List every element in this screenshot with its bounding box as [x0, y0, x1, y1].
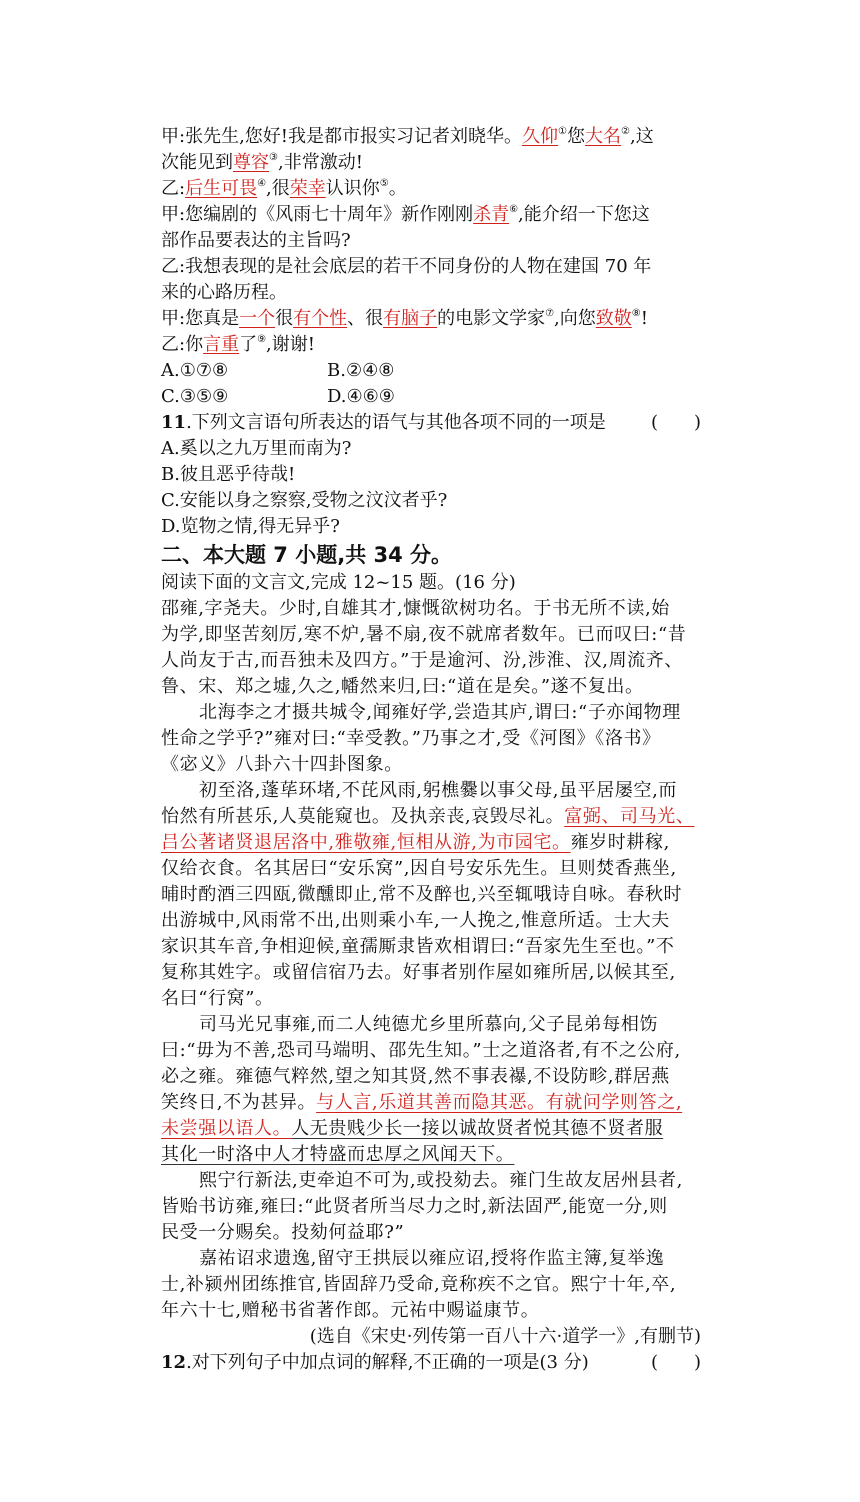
text: ,向您 [554, 308, 596, 329]
question-12-stem [161, 1350, 701, 1376]
footnote-marker: ① [558, 126, 567, 137]
reading-instruction: 阅读下面的文言文,完成 12~15 题。(16 分) [161, 572, 516, 593]
underlined-term: 大名 [585, 126, 621, 147]
passage-line: 皆贻书访雍,雍曰:“此贤者所当尽力之时,新法固严,能宽一分,则 [161, 1196, 668, 1217]
text: 乙:你 [161, 334, 204, 355]
option-c[interactable]: C.安能以身之察察,受物之汶汶者乎? [161, 490, 448, 511]
footnote-marker: ⑦ [545, 308, 555, 319]
highlighted-sentence: 与人言,乐道其善而隐其恶。有就问学则答之, [316, 1092, 683, 1113]
question-text: .下列文言语句所表达的语气与其他各项不同的一项是 [186, 412, 606, 433]
options-row [161, 358, 701, 384]
dialogue-line [161, 202, 701, 228]
passage-line [161, 1090, 701, 1116]
passage-line: 《宓义》八卦六十四卦图象。 [161, 754, 403, 775]
dialogue-line [161, 332, 701, 358]
passage-line: 年六十七,赠秘书省著作郎。元祐中赐谥康节。 [161, 1300, 540, 1321]
passage-line: 名曰“行窝”。 [161, 988, 274, 1009]
highlighted-sentence: 富弼、司马光、 [564, 806, 695, 827]
question-number: 11 [161, 412, 187, 433]
dialogue-line [161, 176, 701, 202]
text: 、很 [347, 308, 384, 329]
passage-line: 熙宁行新法,吏牵迫不可为,或投劾去。雍门生故友居州县者, [199, 1170, 683, 1191]
dialogue-line [161, 306, 701, 332]
option-a[interactable]: A.①⑦⑧ [161, 360, 229, 381]
passage-line: 仅给衣食。名其居曰“安乐窝”,因自号安乐先生。旦则焚香燕坐, [161, 858, 677, 879]
passage-line: 出游城中,风雨常不出,出则乘小车,一人挽之,惟意所适。士大夫 [161, 910, 670, 931]
question-text: .对下列句子中加点词的解释,不正确的一项是(3 分) [186, 1352, 589, 1373]
dialogue-line: 部作品要表达的主旨吗? [161, 230, 351, 251]
footnote-marker: ③ [269, 152, 278, 163]
passage-line: 必之雍。雍德气粹然,望之知其贤,然不事表襮,不设防畛,群居燕 [161, 1066, 670, 1087]
passage-line: 复称其姓字。或留信宿乃去。好事者别作屋如雍所居,以候其至, [161, 962, 676, 983]
options-row [161, 384, 701, 410]
text: 雍岁时耕稼, [570, 832, 670, 853]
punctuation-exercise-text: 人无贵贱少长一接以诚故贤者悦其德不贤者服 [291, 1118, 664, 1139]
underlined-term: 久仰 [522, 126, 559, 147]
passage-line: 士,补颍州团练推官,皆固辞乃受命,竟称疾不之官。熙宁十年,卒, [161, 1274, 677, 1295]
passage-line [161, 1142, 701, 1168]
text: 乙: [161, 178, 186, 199]
passage-line: 曰:“毋为不善,恐司马端明、邵先生知。”士之道洛者,有不之公府, [161, 1040, 681, 1061]
passage-line: 嘉祐诏求遗逸,留守王拱辰以雍应诏,授将作监主簿,复举逸 [199, 1248, 665, 1269]
highlighted-sentence: 吕公著诸贤退居洛中,雅敬雍,恒相从游,为市园宅。 [161, 832, 571, 853]
option-b[interactable]: B.②④⑧ [327, 360, 395, 381]
dialogue-line: 来的心路历程。 [161, 282, 287, 303]
text: 甲:张先生,您好!我是都市报实习记者刘晓华。 [161, 126, 523, 147]
exam-page [161, 124, 701, 1376]
passage-line: 邵雍,字尧夫。少时,自雄其才,慷慨欲树功名。于书无所不读,始 [161, 598, 670, 619]
underlined-term: 杀青 [473, 204, 510, 225]
text: 。 [388, 178, 407, 199]
text: ,非常激动! [277, 152, 363, 173]
option-d[interactable]: D.览物之情,得无异乎? [161, 516, 340, 537]
option-c[interactable]: C.③⑤⑨ [161, 386, 229, 407]
text: 认识你 [325, 178, 380, 199]
passage-line: 鲁、宋、郑之墟,久之,幡然来归,曰:“道在是矣。”遂不复出。 [161, 676, 644, 697]
underlined-term: 荣幸 [289, 178, 326, 199]
underlined-term: 言重 [203, 334, 240, 355]
underlined-term: 有脑子 [383, 308, 438, 329]
text: ,能介绍一下您这 [518, 204, 650, 225]
text: 笑终日,不为甚异。 [161, 1092, 317, 1113]
underlined-term: 后生可畏 [185, 178, 258, 199]
passage-line: 人尚友于古,而吾独未及四方。”于是逾河、汾,涉淮、汉,周流齐、 [161, 650, 683, 671]
passage-line: 初至洛,蓬荜环堵,不芘风雨,躬樵爨以事父母,虽平居屡空,而 [199, 780, 678, 801]
footnote-marker: ② [621, 126, 630, 137]
text: 甲:您编剧的《风雨七十周年》新作刚刚 [161, 204, 474, 225]
underlined-term: 一个 [239, 308, 276, 329]
passage-line: 为学,即坚苦刻厉,寒不炉,暑不扇,夜不就席者数年。已而叹曰:“昔 [161, 624, 687, 645]
text: 了 [239, 334, 258, 355]
question-number: 12 [161, 1352, 187, 1373]
passage-line [161, 1116, 701, 1142]
text: ! [640, 308, 648, 329]
passage-line: 司马光兄事雍,而二人纯德尤乡里所慕向,父子昆弟每相饬 [199, 1014, 659, 1035]
text: 很 [275, 308, 294, 329]
passage-line: 晡时酌酒三四瓯,微醺即止,常不及醉也,兴至辄哦诗自咏。春秋时 [161, 884, 683, 905]
option-d[interactable]: D.④⑥⑨ [327, 386, 395, 407]
text: ,这 [629, 126, 654, 147]
passage-line: 北海李之才摄共城令,闻雍好学,尝造其庐,谓曰:“子亦闻物理 [199, 702, 681, 723]
underlined-term: 有个性 [293, 308, 348, 329]
underlined-term: 致敬 [595, 308, 632, 329]
text: 您 [567, 126, 585, 147]
passage-line: 民受一分赐矣。投劾何益耶?” [161, 1222, 405, 1243]
question-11-stem [161, 410, 701, 436]
footnote-marker: ⑨ [257, 334, 267, 345]
text: 怡然有所甚乐,人莫能窥也。及执亲丧,哀毁尽礼。 [161, 806, 565, 827]
text: 的电影文学家 [437, 308, 546, 329]
text: ,很 [266, 178, 290, 199]
option-a[interactable]: A.奚以之九万里而南为? [161, 438, 352, 459]
footnote-marker: ⑥ [509, 204, 519, 215]
option-b[interactable]: B.彼且恶乎待哉! [161, 464, 296, 485]
source-citation: (选自《宋史·列传第一百八十六·道学一》,有删节) [309, 1326, 701, 1347]
text: ,谢谢! [266, 334, 316, 355]
answer-blank[interactable]: ( ) [650, 1352, 701, 1373]
section-heading: 二、本大题 7 小题,共 34 分。 [161, 543, 453, 567]
punctuation-exercise-text: 其化一时洛中人才特盛而忠厚之风闻天下。 [161, 1144, 515, 1165]
footnote-marker: ④ [257, 178, 267, 189]
dialogue-line [161, 124, 701, 150]
text: 次能见到 [161, 152, 233, 173]
underlined-term: 尊容 [233, 152, 269, 173]
footnote-marker: ⑤ [379, 178, 389, 189]
highlighted-sentence: 未尝强以语人。 [161, 1118, 292, 1139]
passage-line [161, 804, 701, 830]
answer-blank[interactable]: ( ) [650, 412, 701, 433]
dialogue-line [161, 150, 701, 176]
passage-line: 性命之学乎?”雍对曰:“幸受教。”乃事之才,受《河图》《洛书》 [161, 728, 661, 749]
dialogue-line: 乙:我想表现的是社会底层的若干不同身份的人物在建国 70 年 [161, 256, 652, 277]
footnote-marker: ⑧ [631, 308, 641, 319]
passage-line [161, 830, 701, 856]
passage-line: 家识其车音,争相迎候,童孺厮隶皆欢相谓曰:“吾家先生至也。”不 [161, 936, 675, 957]
text: 甲:您真是 [161, 308, 240, 329]
